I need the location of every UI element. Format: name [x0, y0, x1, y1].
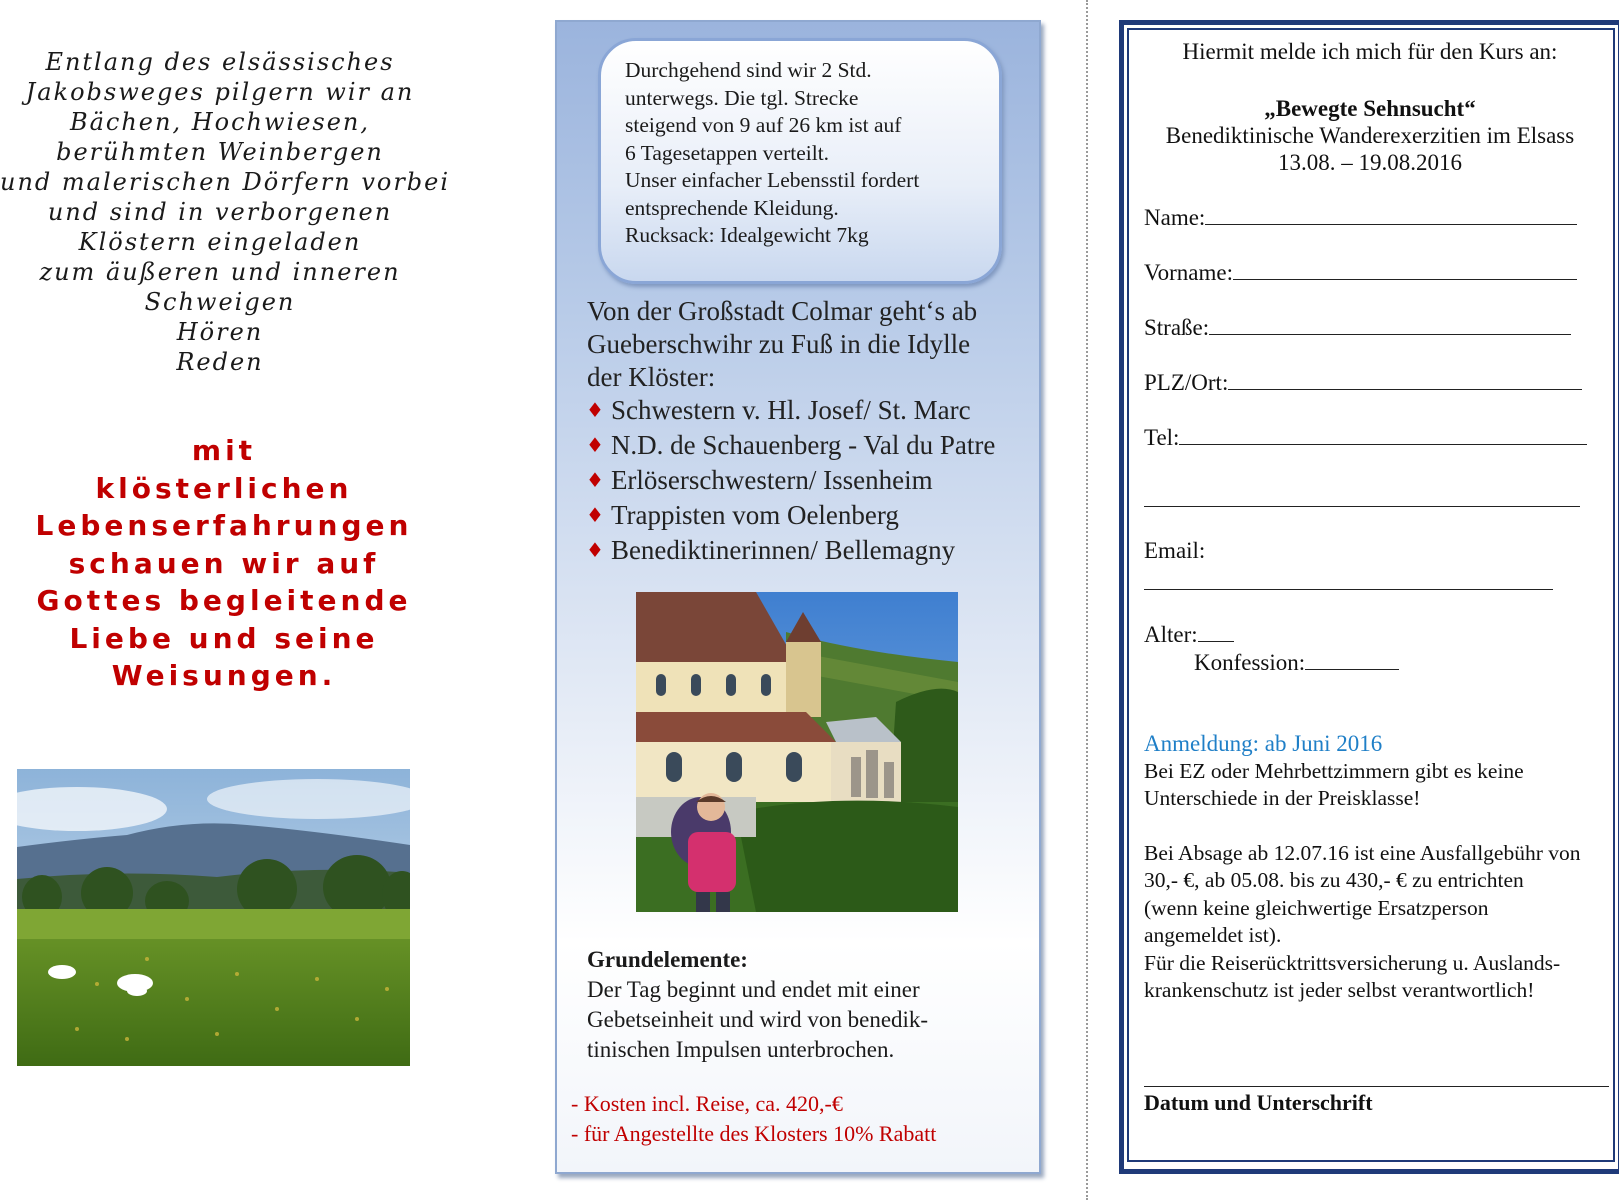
- tel-input-line[interactable]: [1179, 426, 1587, 445]
- slogan-line: schauen wir auf: [68, 546, 380, 580]
- course-subtitle: Benediktinische Wanderexerzitien im Elsass: [1165, 123, 1575, 148]
- meadow-photo: [17, 769, 410, 1066]
- monastery-name: Trappisten vom Oelenberg: [610, 500, 899, 530]
- monastery-name: Benediktinerinnen/ Bellemagny: [610, 535, 956, 565]
- course-dates: 13.08. – 19.08.2016: [1278, 150, 1462, 175]
- notes-line: (wenn keine gleichwertige Ersatzperson: [1144, 895, 1489, 920]
- route-description: [587, 295, 1037, 394]
- info-line: steigend von 9 auf 26 km ist auf: [625, 113, 902, 137]
- info-line: 6 Tagesetappen verteilt.: [625, 140, 830, 165]
- slogan-line: mit: [191, 434, 257, 467]
- basics-line: Der Tag beginnt und endet mit einer: [587, 977, 920, 1002]
- notes-line: Unterschiede in der Preisklasse!: [1144, 786, 1421, 810]
- konfession-input-line[interactable]: [1305, 651, 1399, 670]
- intro-line: und sind in verborgenen: [47, 198, 393, 226]
- slogan-line: Lebenserfahrungen: [35, 509, 413, 542]
- slogan-line: klösterlichen: [95, 471, 353, 505]
- signature-label: Datum und Unterschrift: [1144, 1090, 1373, 1115]
- notes-line: krankenschutz ist jeder selbst verantwortlich!: [1144, 978, 1535, 1002]
- notes-line: Bei Absage ab 12.07.16 ist eine Ausfallgebühr von: [1144, 840, 1581, 865]
- slogan-text: [0, 432, 448, 695]
- diamond-bullet-icon: ♦: [586, 468, 604, 492]
- info-line: unterwegs. Die tgl. Strecke: [625, 85, 859, 110]
- info-box-text: [625, 57, 995, 250]
- registration-notes: [1144, 730, 1614, 1005]
- plz-ort-field[interactable]: [1144, 370, 1582, 396]
- strasse-field[interactable]: [1144, 315, 1571, 341]
- intro-line: Jakobsweges pilgern wir an: [25, 78, 415, 106]
- list-item: [586, 394, 1046, 429]
- slogan-line: Weisungen.: [111, 659, 337, 692]
- notes-line: Bei EZ oder Mehrbettzimmern gibt es keine: [1144, 758, 1524, 783]
- diamond-bullet-icon: ♦: [586, 503, 604, 527]
- alter-input-line[interactable]: [1198, 623, 1234, 642]
- alter-label: Alter:: [1144, 622, 1198, 647]
- intro-line: Schweigen: [144, 288, 296, 316]
- strasse-input-line[interactable]: [1209, 316, 1571, 335]
- cost-info: [571, 1089, 1041, 1149]
- basics-section: [587, 945, 1007, 1065]
- info-line: Rucksack: Idealgewicht 7kg: [625, 223, 869, 247]
- form-heading: Hiermit melde ich mich für den Kurs an:: [1182, 39, 1558, 64]
- basics-line: tinischen Impulsen unterbrochen.: [587, 1037, 895, 1062]
- intro-line: Klöstern eingeladen: [78, 228, 362, 256]
- info-line: Durchgehend sind wir 2 Std.: [625, 58, 872, 82]
- intro-line: Entlang des elsässisches: [45, 48, 395, 76]
- route-line: Gueberschwihr zu Fuß in die Idylle: [587, 329, 971, 359]
- diamond-bullet-icon: ♦: [586, 398, 604, 422]
- cost-line: - für Angestellte des Klosters 10% Rabatt: [571, 1121, 937, 1146]
- email-label: Email:: [1144, 538, 1206, 563]
- alter-field[interactable]: [1144, 622, 1234, 648]
- konfession-field[interactable]: [1194, 650, 1399, 676]
- name-label: Name:: [1144, 205, 1206, 230]
- signature-input-line[interactable]: [1144, 1086, 1609, 1087]
- notes-line: Für die Reiserücktrittsversicherung u. Auslands-: [1144, 950, 1561, 975]
- strasse-label: Straße:: [1144, 315, 1210, 340]
- intro-line: berühmten Weinbergen: [56, 138, 384, 166]
- name-field[interactable]: [1144, 205, 1577, 231]
- tel-label: Tel:: [1144, 425, 1180, 450]
- course-info: [1130, 95, 1610, 176]
- vorname-input-line[interactable]: [1233, 261, 1577, 280]
- info-line: Unser einfacher Lebensstil fordert: [625, 168, 920, 192]
- diamond-bullet-icon: ♦: [586, 433, 604, 457]
- church-photo: [636, 592, 958, 912]
- email-input-line[interactable]: [1144, 589, 1553, 590]
- route-line: der Klöster:: [587, 362, 716, 392]
- intro-line: und malerischen Dörfern vorbei: [0, 168, 451, 196]
- notes-line: 30,- €, ab 05.08. bis zu 430,- € zu entrichten: [1144, 868, 1524, 892]
- route-line: Von der Großstadt Colmar geht‘s ab: [587, 296, 978, 326]
- extra-input-line[interactable]: [1144, 506, 1580, 507]
- plz-ort-input-line[interactable]: [1228, 371, 1582, 390]
- intro-line: zum äußeren und inneren: [39, 258, 401, 286]
- list-item: [586, 429, 1046, 464]
- fold-divider: [1086, 0, 1088, 1200]
- monastery-list: [586, 394, 1046, 569]
- cost-line: - Kosten incl. Reise, ca. 420,-€: [571, 1091, 843, 1116]
- plz-ort-label: PLZ/Ort:: [1144, 370, 1229, 395]
- slogan-line: Gottes begleitende: [36, 584, 412, 617]
- diamond-bullet-icon: ♦: [586, 538, 604, 562]
- notes-line: angemeldet ist).: [1144, 923, 1282, 947]
- tel-field[interactable]: [1144, 425, 1587, 451]
- basics-line: Gebetseinheit und wird von benedik-: [587, 1007, 929, 1032]
- intro-text: [0, 47, 451, 377]
- vorname-field[interactable]: [1144, 260, 1577, 286]
- info-line: entsprechende Kleidung.: [625, 195, 839, 220]
- intro-line: Hören: [176, 318, 264, 346]
- monastery-name: Erlöserschwestern/ Issenheim: [610, 465, 933, 495]
- notes-spacer: [1144, 813, 1614, 840]
- monastery-name: N.D. de Schauenberg - Val du Patre: [610, 430, 996, 460]
- name-input-line[interactable]: [1205, 206, 1577, 225]
- vorname-label: Vorname:: [1144, 260, 1234, 285]
- intro-line: Reden: [176, 348, 264, 376]
- slogan-line: Liebe und seine: [69, 621, 379, 655]
- list-item: [586, 499, 1046, 534]
- basics-title: Grundelemente:: [587, 947, 748, 972]
- intro-line: Bächen, Hochwiesen,: [69, 108, 371, 136]
- konfession-label: Konfession:: [1194, 650, 1306, 675]
- registration-title: Anmeldung: ab Juni 2016: [1144, 731, 1383, 756]
- monastery-name: Schwestern v. Hl. Josef/ St. Marc: [610, 395, 971, 425]
- list-item: [586, 464, 1046, 499]
- course-title: „Bewegte Sehnsucht“: [1264, 96, 1476, 121]
- list-item: [586, 534, 1046, 569]
